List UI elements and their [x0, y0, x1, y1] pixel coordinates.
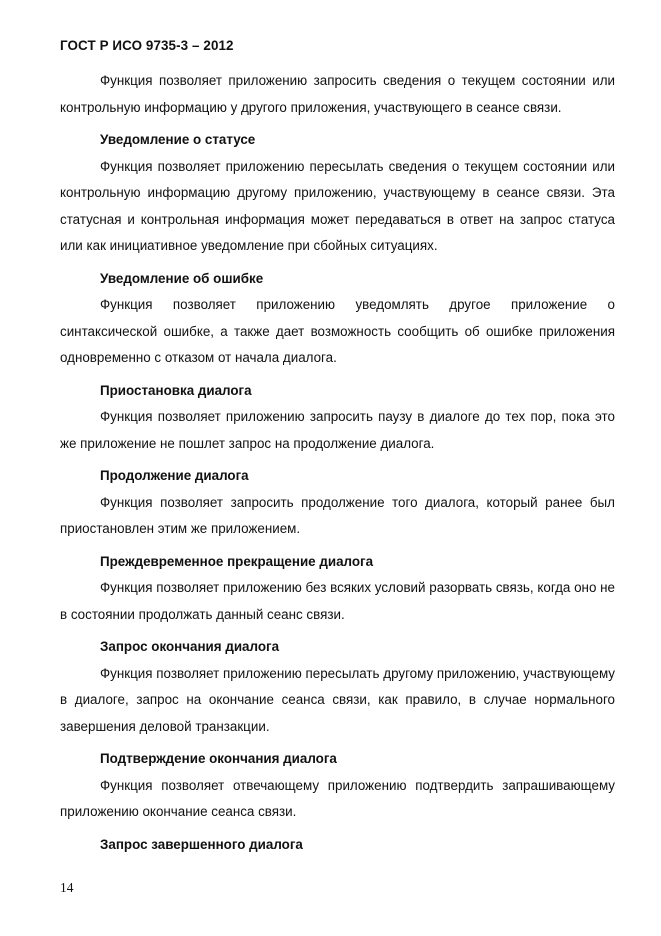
- paragraph: Функция позволяет приложению запросить сведения о текущем состоянии или контрольную информацию у другого приложения, участвующего в сеансе связи.: [60, 73, 615, 115]
- section-heading: Преждевременное прекращение диалога: [100, 553, 374, 569]
- paragraph: Функция позволяет приложению пересылать другому приложению, участвующему в диалоге, запрос на окончание сеанса связи, как правило, в случае нормального завершения деловой транзакции.: [60, 665, 615, 734]
- section-heading: Запрос окончания диалога: [100, 639, 280, 654]
- section-heading: Продолжение диалога: [100, 468, 249, 483]
- paragraph: Функция позволяет отвечающему приложению подтвердить запрашивающему приложению окончание сеанса связи.: [60, 777, 615, 819]
- paragraph: Функция позволяет приложению запросить паузу в диалоге до тех пор, пока это же приложение не пошлет запрос на продолжение диалога.: [60, 409, 615, 451]
- section-heading: Приостановка диалога: [100, 382, 252, 398]
- paragraph: Функция позволяет приложению уведомлять другое приложение о синтаксической ошибке, а также дает возможность сообщить об ошибке приложения одновременно с отказом от начала диалога.: [60, 297, 615, 365]
- page-number: 14: [60, 880, 74, 895]
- document-body: [60, 68, 615, 858]
- section-heading: Запрос завершенного диалога: [100, 836, 303, 852]
- section-heading: Уведомление об ошибке: [100, 270, 264, 286]
- paragraph: Функция позволяет запросить продолжение того диалога, который ранее был приостановлен этим же приложением.: [60, 494, 615, 536]
- section-heading: Подтверждение окончания диалога: [100, 751, 337, 766]
- document-header: ГОСТ Р ИСО 9735-3 – 2012: [60, 38, 234, 53]
- paragraph: Функция позволяет приложению без всяких условий разорвать связь, когда оно не в состоянии продолжать данный сеанс связи.: [60, 580, 615, 622]
- paragraph: Функция позволяет приложению пересылать сведения о текущем состоянии или контрольную информацию другому приложению, участвующему в сеансе связи. Эта статусная и контрольная информация может передаваться в ответ на запрос статуса или как инициативное уведомление при сбойных ситуациях.: [60, 158, 615, 253]
- section-heading: Уведомление о статусе: [100, 132, 256, 147]
